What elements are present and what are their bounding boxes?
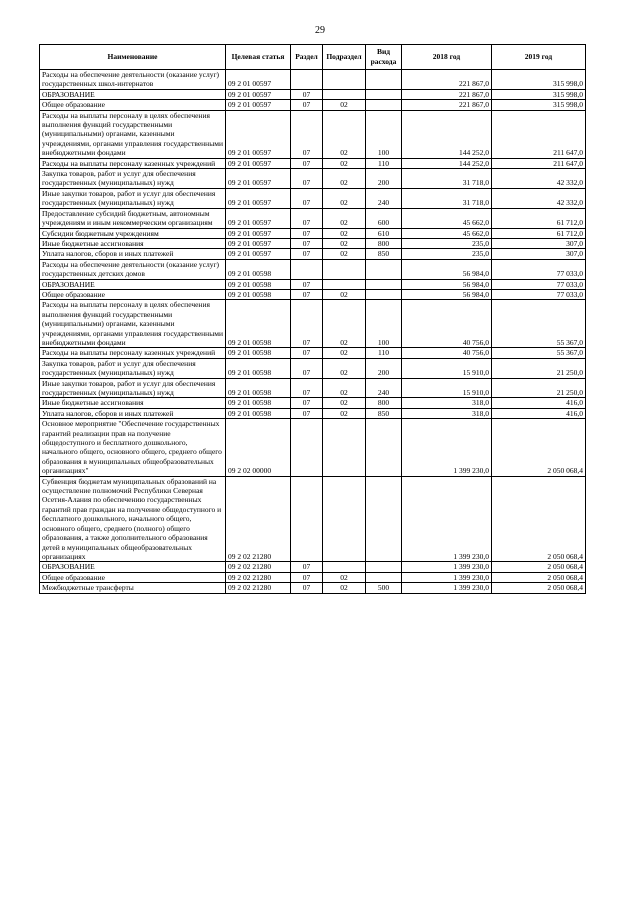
- row-name: Закупка товаров, работ и услуг для обеспечения государственных (муниципальных) нужд: [40, 169, 226, 189]
- row-section: 07: [291, 300, 323, 348]
- row-section: 07: [291, 228, 323, 238]
- row-section: 07: [291, 158, 323, 168]
- row-subsection: 02: [323, 378, 366, 398]
- row-target-article: 09 2 01 00597: [226, 110, 291, 158]
- row-section: 07: [291, 398, 323, 408]
- row-value-2018: 221 867,0: [402, 70, 492, 90]
- row-name: Межбюджетные трансферты: [40, 583, 226, 593]
- row-value-2018: 40 756,0: [402, 300, 492, 348]
- row-target-article: 09 2 01 00598: [226, 398, 291, 408]
- row-subsection: 02: [323, 208, 366, 228]
- row-section: 07: [291, 348, 323, 358]
- table-row: [40, 562, 586, 572]
- row-name: Расходы на выплаты персоналу в целях обеспечения выполнения функций государственными (муниципальными) органами, казенными учреждениями, органами управления государственными внебюджетными фондами: [40, 300, 226, 348]
- row-target-article: 09 2 02 21280: [226, 583, 291, 593]
- table-row: [40, 289, 586, 299]
- row-section: 07: [291, 110, 323, 158]
- row-value-2019: 55 367,0: [492, 348, 586, 358]
- row-name: Закупка товаров, работ и услуг для обеспечения государственных (муниципальных) нужд: [40, 358, 226, 378]
- table-row: [40, 583, 586, 593]
- table-row: [40, 249, 586, 259]
- row-name: Субвенция бюджетам муниципальных образований на осуществление полномочий Республики Северная Осетия-Алания по обеспечению государственных гарантий прав граждан на получение общедоступного и бесплатного дошкольного, начального общего, основного общего, среднего (полного) общего образования, а также дополнительного образования детей в муниципальных общеобразовательных организациях: [40, 476, 226, 562]
- row-expense-type: [366, 279, 402, 289]
- row-name: Основное мероприятие "Обеспечение государственных гарантий реализации прав на получение общедоступного и бесплатного дошкольного, начального общего, основного общего, среднего общего образования в муниципальных общеобразовательных организациях": [40, 419, 226, 476]
- table-row: [40, 169, 586, 189]
- row-section: 07: [291, 279, 323, 289]
- row-section: 07: [291, 378, 323, 398]
- row-value-2018: 15 910,0: [402, 358, 492, 378]
- header-expense-type: Вид расхода: [366, 45, 402, 70]
- row-subsection: 02: [323, 188, 366, 208]
- row-subsection: 02: [323, 348, 366, 358]
- row-value-2019: 315 998,0: [492, 70, 586, 90]
- row-target-article: 09 2 01 00598: [226, 348, 291, 358]
- row-target-article: 09 2 01 00598: [226, 289, 291, 299]
- row-expense-type: 500: [366, 583, 402, 593]
- row-value-2018: 45 662,0: [402, 208, 492, 228]
- row-value-2019: 416,0: [492, 398, 586, 408]
- row-value-2019: 42 332,0: [492, 169, 586, 189]
- row-target-article: 09 2 01 00598: [226, 300, 291, 348]
- row-target-article: 09 2 01 00597: [226, 169, 291, 189]
- row-section: [291, 70, 323, 90]
- row-value-2018: 221 867,0: [402, 100, 492, 110]
- row-target-article: 09 2 02 21280: [226, 572, 291, 582]
- row-subsection: 02: [323, 238, 366, 248]
- row-target-article: 09 2 01 00598: [226, 408, 291, 418]
- row-section: 07: [291, 408, 323, 418]
- row-value-2018: 56 984,0: [402, 259, 492, 279]
- row-name: Расходы на выплаты персоналу казенных учреждений: [40, 158, 226, 168]
- row-expense-type: 200: [366, 358, 402, 378]
- row-name: Иные бюджетные ассигнования: [40, 238, 226, 248]
- row-subsection: 02: [323, 572, 366, 582]
- row-subsection: 02: [323, 100, 366, 110]
- table-row: [40, 398, 586, 408]
- row-name: ОБРАЗОВАНИЕ: [40, 562, 226, 572]
- row-name: ОБРАЗОВАНИЕ: [40, 279, 226, 289]
- row-expense-type: 100: [366, 300, 402, 348]
- row-section: [291, 419, 323, 476]
- row-value-2019: 61 712,0: [492, 228, 586, 238]
- row-subsection: [323, 476, 366, 562]
- row-expense-type: 240: [366, 188, 402, 208]
- table-row: [40, 378, 586, 398]
- row-subsection: [323, 259, 366, 279]
- row-value-2019: 2 050 068,4: [492, 419, 586, 476]
- row-value-2019: 2 050 068,4: [492, 583, 586, 593]
- page-number: 29: [315, 25, 325, 36]
- row-value-2018: 45 662,0: [402, 228, 492, 238]
- row-section: 07: [291, 358, 323, 378]
- row-subsection: [323, 419, 366, 476]
- row-section: 07: [291, 238, 323, 248]
- row-target-article: 09 2 01 00597: [226, 158, 291, 168]
- row-section: 07: [291, 100, 323, 110]
- row-subsection: 02: [323, 289, 366, 299]
- header-target-article: Целевая статья: [226, 45, 291, 70]
- row-subsection: [323, 70, 366, 90]
- row-name: Уплата налогов, сборов и иных платежей: [40, 249, 226, 259]
- row-value-2018: 31 718,0: [402, 169, 492, 189]
- row-value-2018: 1 399 230,0: [402, 419, 492, 476]
- header-row: [40, 45, 586, 70]
- row-value-2018: 1 399 230,0: [402, 583, 492, 593]
- table-row: [40, 238, 586, 248]
- row-expense-type: 610: [366, 228, 402, 238]
- row-expense-type: [366, 259, 402, 279]
- row-subsection: 02: [323, 300, 366, 348]
- table-row: [40, 208, 586, 228]
- row-expense-type: 600: [366, 208, 402, 228]
- row-expense-type: 800: [366, 238, 402, 248]
- row-name: Иные закупки товаров, работ и услуг для обеспечения государственных (муниципальных) нужд: [40, 188, 226, 208]
- row-value-2018: 56 984,0: [402, 289, 492, 299]
- row-expense-type: 200: [366, 169, 402, 189]
- row-value-2018: 40 756,0: [402, 348, 492, 358]
- row-subsection: [323, 279, 366, 289]
- table-row: [40, 100, 586, 110]
- row-section: [291, 476, 323, 562]
- row-section: 07: [291, 188, 323, 208]
- row-name: Расходы на выплаты персоналу в целях обеспечения выполнения функций государственными (муниципальными) органами, казенными учреждениями, органами управления государственными внебюджетными фондами: [40, 110, 226, 158]
- row-name: Иные закупки товаров, работ и услуг для обеспечения государственных (муниципальных) нужд: [40, 378, 226, 398]
- row-expense-type: 110: [366, 158, 402, 168]
- header-name: Наименование: [40, 45, 226, 70]
- table-row: [40, 348, 586, 358]
- row-target-article: 09 2 01 00597: [226, 228, 291, 238]
- row-target-article: 09 2 01 00598: [226, 259, 291, 279]
- row-target-article: 09 2 01 00598: [226, 358, 291, 378]
- row-value-2019: 42 332,0: [492, 188, 586, 208]
- table-row: [40, 70, 586, 90]
- row-expense-type: 800: [366, 398, 402, 408]
- table-row: [40, 358, 586, 378]
- row-name: Общее образование: [40, 572, 226, 582]
- header-2019: 2019 год: [492, 45, 586, 70]
- row-expense-type: [366, 572, 402, 582]
- row-value-2019: 211 647,0: [492, 158, 586, 168]
- row-value-2019: 416,0: [492, 408, 586, 418]
- row-value-2019: 307,0: [492, 249, 586, 259]
- row-value-2019: 2 050 068,4: [492, 476, 586, 562]
- row-expense-type: 850: [366, 249, 402, 259]
- row-expense-type: [366, 89, 402, 99]
- row-subsection: [323, 562, 366, 572]
- row-value-2019: 211 647,0: [492, 110, 586, 158]
- row-name: Уплата налогов, сборов и иных платежей: [40, 408, 226, 418]
- row-target-article: 09 2 01 00598: [226, 279, 291, 289]
- row-name: Общее образование: [40, 100, 226, 110]
- row-target-article: 09 2 02 21280: [226, 476, 291, 562]
- row-name: Расходы на обеспечение деятельности (оказание услуг) государственных детских домов: [40, 259, 226, 279]
- row-value-2019: 21 250,0: [492, 358, 586, 378]
- row-value-2018: 318,0: [402, 398, 492, 408]
- row-target-article: 09 2 02 21280: [226, 562, 291, 572]
- budget-table: [39, 44, 586, 594]
- header-subsection: Подраздел: [323, 45, 366, 70]
- row-value-2018: 15 910,0: [402, 378, 492, 398]
- row-section: 07: [291, 208, 323, 228]
- table-row: [40, 158, 586, 168]
- table-row: [40, 228, 586, 238]
- table-row: [40, 419, 586, 476]
- row-target-article: 09 2 01 00597: [226, 188, 291, 208]
- row-expense-type: [366, 476, 402, 562]
- row-value-2018: 144 252,0: [402, 110, 492, 158]
- row-value-2018: 144 252,0: [402, 158, 492, 168]
- row-section: 07: [291, 289, 323, 299]
- row-section: 07: [291, 89, 323, 99]
- row-target-article: 09 2 01 00597: [226, 238, 291, 248]
- row-expense-type: [366, 562, 402, 572]
- table-row: [40, 89, 586, 99]
- row-value-2019: 61 712,0: [492, 208, 586, 228]
- row-target-article: 09 2 01 00597: [226, 100, 291, 110]
- row-value-2019: 21 250,0: [492, 378, 586, 398]
- row-section: 07: [291, 562, 323, 572]
- row-subsection: 02: [323, 408, 366, 418]
- row-target-article: 09 2 02 00000: [226, 419, 291, 476]
- table-row: [40, 259, 586, 279]
- row-value-2018: 235,0: [402, 249, 492, 259]
- table-row: [40, 408, 586, 418]
- row-value-2018: 235,0: [402, 238, 492, 248]
- row-subsection: 02: [323, 110, 366, 158]
- row-target-article: 09 2 01 00598: [226, 378, 291, 398]
- row-section: 07: [291, 169, 323, 189]
- row-target-article: 09 2 01 00597: [226, 89, 291, 99]
- row-expense-type: 240: [366, 378, 402, 398]
- row-value-2019: 307,0: [492, 238, 586, 248]
- table-row: [40, 572, 586, 582]
- row-name: Общее образование: [40, 289, 226, 299]
- table-row: [40, 110, 586, 158]
- row-value-2019: 77 033,0: [492, 279, 586, 289]
- row-section: 07: [291, 583, 323, 593]
- row-value-2018: 1 399 230,0: [402, 572, 492, 582]
- row-value-2018: 56 984,0: [402, 279, 492, 289]
- row-section: [291, 259, 323, 279]
- row-expense-type: [366, 419, 402, 476]
- row-value-2019: 77 033,0: [492, 289, 586, 299]
- row-section: 07: [291, 572, 323, 582]
- row-value-2019: 315 998,0: [492, 100, 586, 110]
- row-subsection: 02: [323, 398, 366, 408]
- row-target-article: 09 2 01 00597: [226, 249, 291, 259]
- row-value-2018: 1 399 230,0: [402, 476, 492, 562]
- row-name: Иные бюджетные ассигнования: [40, 398, 226, 408]
- row-expense-type: [366, 289, 402, 299]
- header-2018: 2018 год: [402, 45, 492, 70]
- row-expense-type: [366, 100, 402, 110]
- row-value-2019: 2 050 068,4: [492, 572, 586, 582]
- header-section: Раздел: [291, 45, 323, 70]
- row-section: 07: [291, 249, 323, 259]
- row-name: Расходы на выплаты персоналу казенных учреждений: [40, 348, 226, 358]
- row-expense-type: 850: [366, 408, 402, 418]
- row-expense-type: 110: [366, 348, 402, 358]
- table-row: [40, 188, 586, 208]
- row-expense-type: [366, 70, 402, 90]
- row-value-2019: 77 033,0: [492, 259, 586, 279]
- table-row: [40, 300, 586, 348]
- row-target-article: 09 2 01 00597: [226, 208, 291, 228]
- row-target-article: 09 2 01 00597: [226, 70, 291, 90]
- row-value-2018: 221 867,0: [402, 89, 492, 99]
- row-subsection: 02: [323, 228, 366, 238]
- row-expense-type: 100: [366, 110, 402, 158]
- row-subsection: [323, 89, 366, 99]
- row-value-2018: 31 718,0: [402, 188, 492, 208]
- row-name: Расходы на обеспечение деятельности (оказание услуг) государственных школ-интернатов: [40, 70, 226, 90]
- row-value-2018: 1 399 230,0: [402, 562, 492, 572]
- row-value-2019: 2 050 068,4: [492, 562, 586, 572]
- row-value-2018: 318,0: [402, 408, 492, 418]
- row-name: ОБРАЗОВАНИЕ: [40, 89, 226, 99]
- row-subsection: 02: [323, 583, 366, 593]
- row-value-2019: 55 367,0: [492, 300, 586, 348]
- row-subsection: 02: [323, 169, 366, 189]
- row-name: Предоставление субсидий бюджетным, автономным учреждениям и иным некоммерческим организациям: [40, 208, 226, 228]
- table-row: [40, 279, 586, 289]
- row-subsection: 02: [323, 358, 366, 378]
- table-row: [40, 476, 586, 562]
- row-value-2019: 315 998,0: [492, 89, 586, 99]
- row-subsection: 02: [323, 249, 366, 259]
- row-name: Субсидии бюджетным учреждениям: [40, 228, 226, 238]
- row-subsection: 02: [323, 158, 366, 168]
